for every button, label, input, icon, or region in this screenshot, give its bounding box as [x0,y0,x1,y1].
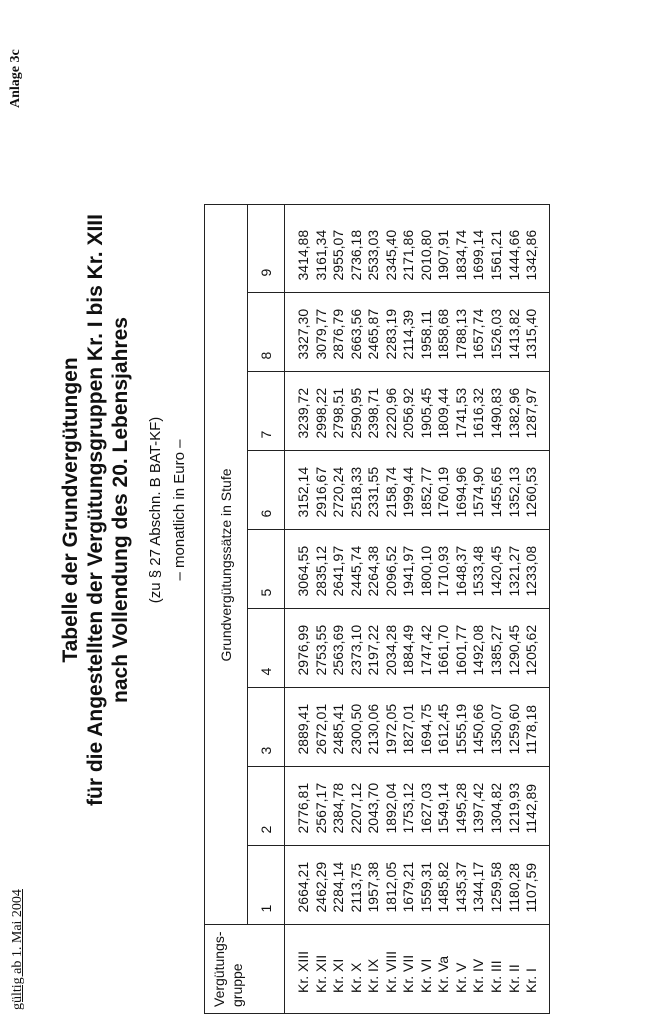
header-stufe-group: Grundvergütungssätze in Stufe [205,205,248,925]
stufe-2-column: 2776,81 2567,17 2384,78 2207,12 2043,70 1892,04 1753,12 1627,03 1549,14 1495,28 1397,42 1304,82 1219,93 1142,89 [285,767,550,846]
title-line-2: für die Angestellten der Vergütungsgruppen Kr. I bis Kr. XIII [84,214,107,806]
stufe-8-column: 3327,30 3079,77 2876,79 2663,56 2465,87 2283,19 2114,39 1958,11 1858,68 1788,13 1657,74 1526,03 1413,82 1315,40 [285,293,550,372]
stufe-1-column: 2664,21 2462,29 2284,14 2113,75 1957,38 1812,05 1679,21 1559,31 1485,82 1435,37 1344,17 1259,58 1180,28 1107,59 [285,846,550,925]
stufe-5-column: 3064,55 2835,12 2641,97 2445,74 2264,38 2096,52 1941,97 1800,10 1710,93 1648,37 1533,48 1420,45 1321,27 1233,08 [285,530,550,609]
header-stufe-1: 1 [248,846,285,925]
stufe-3-column: 2889,41 2672,01 2485,41 2300,50 2130,06 1972,05 1827,01 1694,75 1612,45 1555,19 1450,66 1350,07 1259,60 1178,18 [285,688,550,767]
groups-column: Kr. XIII Kr. XII Kr. XI Kr. X Kr. IX Kr. VIII Kr. VII Kr. VI Kr. Va Kr. V Kr. IV Kr. III Kr. II Kr. I [285,925,550,1014]
title-line-1: Tabelle der Grundvergütungen [59,357,82,663]
header-stufe-9: 9 [248,205,285,293]
stufe-7-column: 3239,72 2998,22 2798,51 2590,95 2398,71 2220,96 2056,92 1905,45 1809,44 1741,53 1616,32 1490,83 1382,96 1287,97 [285,372,550,451]
stufe-9-column: 3414,88 3161,34 2955,07 2736,18 2533,03 2345,40 2171,86 2010,80 1907,91 1834,74 1699,14 1561,21 1444,66 1342,86 [285,205,550,293]
header-stufe-3: 3 [248,688,285,767]
header-group: Vergütungs- gruppe [205,925,285,1014]
stufe-4-column: 2976,99 2753,55 2563,69 2373,10 2197,22 2034,28 1884,49 1747,42 1661,70 1601,77 1492,08 1385,27 1290,45 1205,62 [285,609,550,688]
header-stufe-4: 4 [248,609,285,688]
header-stufe-7: 7 [248,372,285,451]
document-title [58,100,189,920]
legal-reference: (zu § 27 Abschn. B BAT-KF) [147,416,164,604]
salary-table [204,205,550,1015]
header-stufe-2: 2 [248,767,285,846]
stufe-6-column: 3152,14 2916,67 2720,24 2518,33 2331,55 2158,74 1999,44 1852,77 1760,19 1694,96 1574,90 1455,65 1352,13 1260,53 [285,451,550,530]
currency-note: – monatlich in Euro – [171,439,188,581]
valid-from-note: gültig ab 1. Mai 2004 [10,889,25,1010]
header-stufe-5: 5 [248,530,285,609]
header-stufe-8: 8 [248,293,285,372]
annex-label: Anlage 3c [8,49,23,108]
title-line-3: nach Vollendung des 20. Lebensjahres [109,317,132,703]
header-stufe-6: 6 [248,451,285,530]
